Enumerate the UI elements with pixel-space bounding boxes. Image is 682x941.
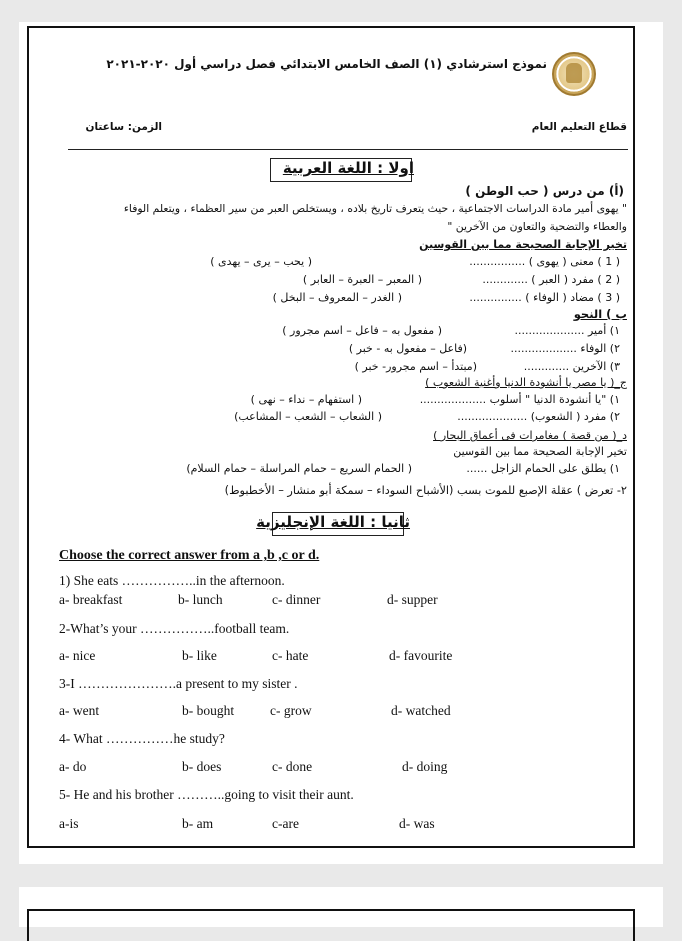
passage-line-2: والعطاء والتضحية والتعاون من الآخرين " (447, 220, 627, 233)
sector-label: قطاع التعليم العام (531, 121, 627, 133)
en-q3-option-b: b- bought (182, 703, 235, 718)
en-q5-option-a: a-is (59, 816, 79, 831)
b-question-1: ١) أمير .................... (514, 324, 620, 337)
a-options-1: ( يحب – يرى – يهدى ) (210, 255, 312, 268)
en-q2-option-a: a- nice (59, 648, 96, 663)
d-options-1: ( الحمام السريع – حمام المراسلة – حمام السلام) (186, 462, 412, 475)
arabic-section-title: اولا : اللغة العربية (282, 159, 414, 177)
exam-title: نموذج استرشادي (١) الصف الخامس الابتدائي فصل دراسي أول ٢٠٢٠-٢٠٢١ (106, 57, 547, 71)
a-question-2: ( 2 ) مفرد ( العبر ) ............. (482, 273, 620, 286)
a-options-2: ( المعبر – العبرة – العابر ) (302, 273, 422, 286)
en-q2-option-c: c- hate (272, 648, 309, 663)
grammar-heading: ب ) النحو (573, 307, 627, 321)
english-instruction: Choose the correct answer from a ,b ,c or d. (59, 548, 320, 563)
en-q3-option-d: d- watched (391, 703, 451, 718)
header-divider (68, 149, 628, 150)
en-q4-option-d: d- doing (402, 759, 448, 774)
d-question-1: ١) يطلق على الحمام الزاجل ...... (466, 462, 620, 475)
d-question-2: ٢- تعرض ) عقلة الإصبع للموت بسب (الأشباح السوداء – سمكة أبو منشار – الأخطبوط) (224, 484, 627, 497)
passage-line-1: " يهوى أمير مادة الدراسات الاجتماعية ، حيث يتعرف تاريخ بلاده ، ويستخلص العبر من سير العظماء ، ويتعلم الوفاء (123, 202, 627, 215)
b-question-3: ٣) الآخرين ............. (523, 360, 620, 373)
en-question-1: 1) She eats ……………..in the afternoon. (59, 573, 285, 588)
en-q2-option-b: b- like (182, 648, 217, 663)
b-options-2: (فاعل – مفعول به - خبر ) (348, 342, 467, 355)
en-q4-option-a: a- do (59, 759, 87, 774)
story-instruction: تخير الإجابة الصحيحة مما بين القوسين (453, 445, 627, 458)
en-q2-option-d: d- favourite (389, 648, 453, 663)
en-q5-option-d: d- was (399, 816, 435, 831)
en-question-5: 5- He and his brother ………..going to visit their aunt. (59, 787, 354, 802)
en-q4-option-b: b- does (182, 759, 222, 774)
a-question-3: ( 3 ) مضاد ( الوفاء ) ............... (469, 291, 620, 304)
ministry-logo-icon (552, 52, 596, 96)
c-question-1: ١) "يا أنشودة الدنيا " أسلوب ................... (419, 393, 620, 406)
en-question-2: 2-What’s your ……………..football team. (59, 621, 290, 636)
next-page-border (27, 909, 635, 941)
c-options-2: ( الشعاب – الشعب – المشاعب) (234, 410, 382, 423)
en-q1-option-d: d- supper (387, 592, 438, 607)
b-options-3: (مبتدأ – اسم مجرور- خبر ) (354, 360, 477, 373)
en-q1-option-b: b- lunch (178, 592, 223, 607)
a-options-3: ( الغدر – المعروف – البخل ) (272, 291, 402, 304)
a-question-1: ( 1 ) معنى ( يهوى ) ................ (469, 255, 620, 268)
story-heading: د_( من قصة ) مغامرات فى أعماق البحار ) (433, 429, 627, 442)
en-question-4: 4- What ……………he study? (59, 731, 225, 746)
en-q5-option-c: c-are (272, 816, 299, 831)
en-q1-option-a: a- breakfast (59, 592, 123, 607)
time-label: الزمن: ساعتان (85, 121, 162, 133)
poem-heading: ج_( يا مصر يا أنشودة الدنيا وأغنية الشعوب ) (425, 376, 627, 389)
en-q4-option-c: c- done (272, 759, 313, 774)
en-q3-option-a: a- went (59, 703, 100, 718)
english-section-title: ثانيا : اللغة الإنجليزية (256, 513, 410, 531)
en-q3-option-c: c- grow (270, 703, 312, 718)
b-question-2: ٢) الوفاء ................... (510, 342, 620, 355)
en-question-3: 3-I ………………….a present to my sister . (59, 676, 298, 691)
lesson-heading: (أ) من درس ( حب الوطن ) (465, 184, 624, 198)
en-q5-option-b: b- am (182, 816, 214, 831)
en-q1-option-c: c- dinner (272, 592, 321, 607)
b-options-1: ( مفعول به – فاعل – اسم مجرور ) (282, 324, 442, 337)
c-options-1: ( استفهام – نداء – نهى ) (250, 393, 362, 406)
choose-instruction: تخير الإجابة الصحيحة مما بين القوسين (419, 238, 627, 251)
c-question-2: ٢) مفرد ( الشعوب) .................... (457, 410, 620, 423)
